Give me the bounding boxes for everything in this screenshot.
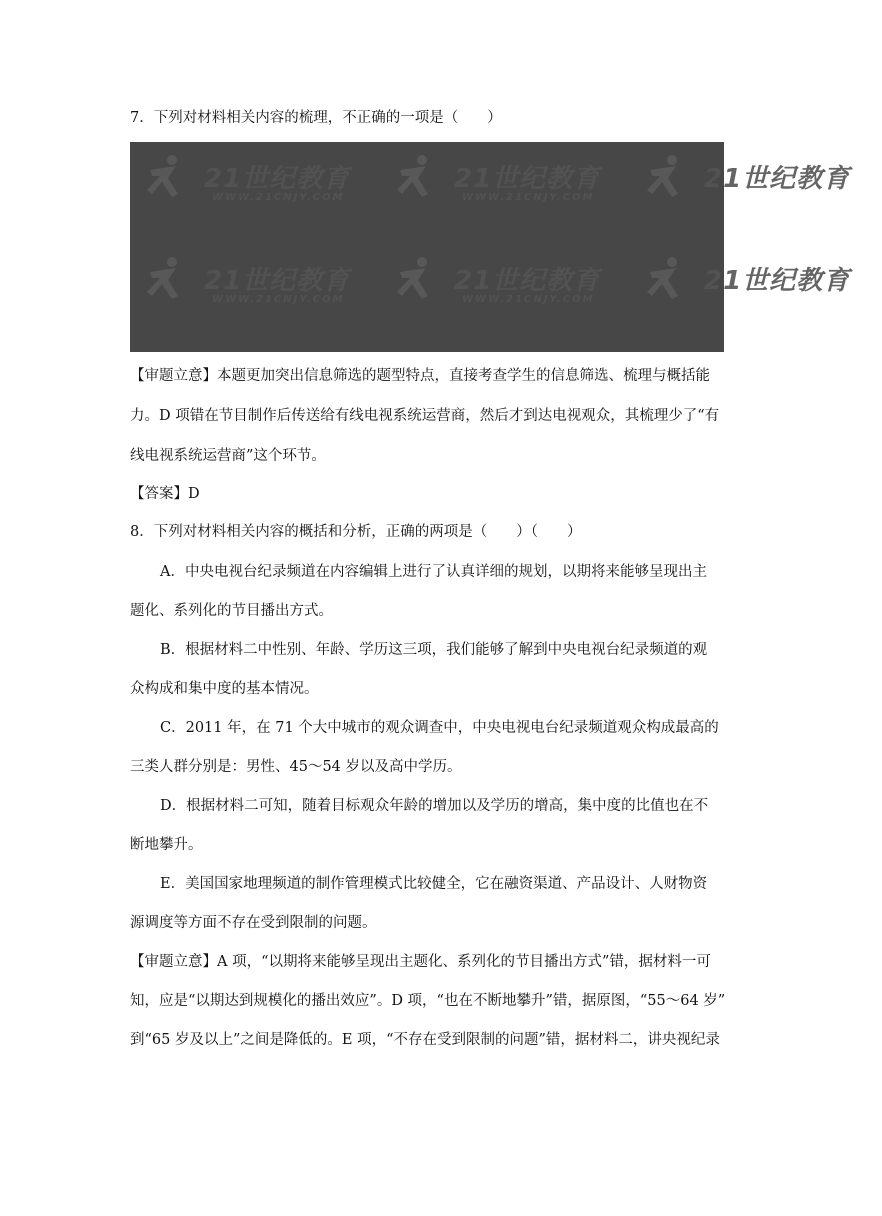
q7-analysis-line: 力。D 项错在节目制作后传送给有线电视系统运营商，然后才到达电视观众，其梳理少了“有 <box>130 408 720 424</box>
q8-analysis-line: 到“65 岁及以上”之间是降低的。E 项，“不存在受到限制的问题”错，据材料二，讲央视纪录 <box>130 1032 720 1048</box>
option-e: E．美国国家地理频道的制作管理模式比较健全，它在融资渠道、产品设计、人财物资 <box>160 876 708 892</box>
watermark: 21世纪教育 <box>642 254 882 314</box>
q7-answer: 【答案】D <box>130 486 200 502</box>
runner-logo-icon <box>392 154 438 200</box>
option-c-cont: 三类人群分别是：男性、45～54 岁以及高中学历。 <box>130 759 462 775</box>
watermark: 21世纪教育 WWW.21CNJY.COM <box>142 152 382 212</box>
option-c: C．2011 年，在 71 个大中城市的观众调查中，中央电视电台纪录频道观众构成最高的 <box>160 720 719 736</box>
runner-logo-icon <box>642 256 688 302</box>
question-8: 8．下列对材料相关内容的概括和分析，正确的两项是（ ）（ ） <box>130 524 582 540</box>
option-a: A．中央电视台纪录频道在内容编辑上进行了认真详细的规划，以期将来能够呈现出主 <box>160 564 707 580</box>
runner-logo-icon <box>392 256 438 302</box>
option-a-cont: 题化、系列化的节目播出方式。 <box>130 603 333 619</box>
watermark: 21世纪教育 <box>642 152 882 212</box>
question-7: 7．下列对材料相关内容的梳理，不正确的一项是（ ） <box>130 110 502 126</box>
watermark: 21世纪教育 WWW.21CNJY.COM <box>142 254 382 314</box>
q8-analysis-line: 知，应是“以期达到规模化的播出效应”。D 项，“也在不断地攀升”错，据原图，“55～64 岁” <box>130 993 726 1009</box>
runner-logo-icon <box>642 154 688 200</box>
option-d-cont: 断地攀升。 <box>130 837 203 853</box>
option-b: B．根据材料二中性别、年龄、学历这三项，我们能够了解到中央电视台纪录频道的观 <box>160 642 708 658</box>
option-b-cont: 众构成和集中度的基本情况。 <box>130 681 319 697</box>
q7-analysis-line: 线电视系统运营商”这个环节。 <box>130 448 326 464</box>
runner-logo-icon <box>142 154 188 200</box>
option-d: D．根据材料二可知，随着目标观众年龄的增加以及学历的增高，集中度的比值也在不 <box>160 798 709 814</box>
question-7-figure <box>130 142 851 352</box>
option-e-cont: 源调度等方面不存在受到限制的问题。 <box>130 915 377 931</box>
q7-analysis-line: 【审题立意】本题更加突出信息筛选的题型特点，直接考查学生的信息筛选、梳理与概括能 <box>130 368 710 384</box>
watermark: 21世纪教育 WWW.21CNJY.COM <box>392 254 632 314</box>
q8-analysis-line: 【审题立意】A 项，“以期将来能够呈现出主题化、系列化的节目播出方式”错，据材料一可 <box>130 954 711 970</box>
runner-logo-icon <box>142 256 188 302</box>
watermark: 21世纪教育 WWW.21CNJY.COM <box>392 152 632 212</box>
